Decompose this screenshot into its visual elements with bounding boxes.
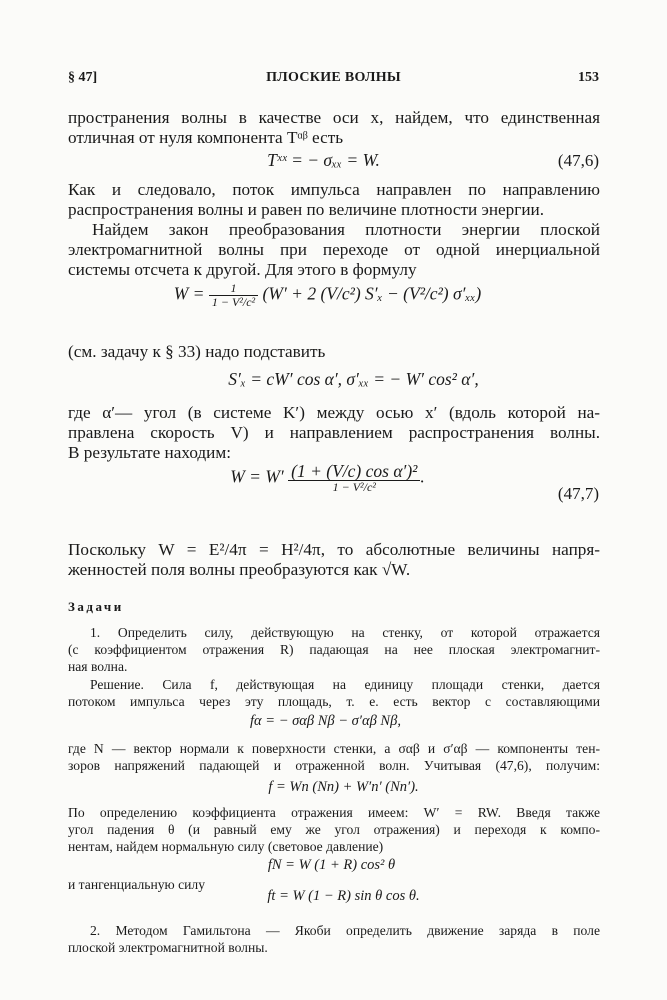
eq-lhs: W = bbox=[173, 283, 205, 304]
text-line: где α′— угол (в системе K′) между осью x′ (вдоль которой на- bbox=[68, 403, 600, 422]
equation-tangential-force: ft = W (1 − R) sin θ cos θ. bbox=[267, 888, 420, 904]
problem-line: плоской электромагнитной волны. bbox=[68, 940, 268, 955]
fraction-numerator: 1 bbox=[209, 282, 258, 296]
equation-47-6: Tˣˣ = − σₓₓ = W. bbox=[267, 150, 380, 170]
solution-line: нентам, найдем нормальную силу (световое давление) bbox=[68, 839, 384, 854]
solution-line: и тангенциальную силу bbox=[68, 877, 205, 892]
text-line: системы отсчета к другой. Для этого в формулу bbox=[68, 260, 417, 279]
text-line: Найдем закон преобразования плотности энергии плоской bbox=[92, 220, 600, 239]
equation-transform bbox=[0, 282, 661, 309]
equation-number: (47,7) bbox=[557, 484, 599, 503]
solution-line: зоров напряжений падающей и отраженной волн. Учитывая (47,6), получим: bbox=[68, 758, 600, 773]
problem-line: 2. Методом Гамильтона — Якоби определить движение заряда в поле bbox=[90, 923, 600, 938]
fraction bbox=[209, 282, 258, 309]
fraction-denominator: 1 − V²/c² bbox=[332, 480, 376, 495]
text-line: Поскольку W = E²/4π = H²/4π, то абсолютные величины напря- bbox=[68, 540, 600, 559]
text-line: (см. задачу к § 33) надо подставить bbox=[68, 342, 326, 361]
text-line: правлена скорость V) и направлением распространения волны. bbox=[68, 423, 600, 442]
fraction bbox=[288, 462, 420, 495]
text-line: женностей поля волны преобразуются как √W. bbox=[68, 560, 411, 579]
problem-line: 1. Определить силу, действующую на стенку, от которой отражается bbox=[90, 625, 600, 640]
text-line: пространения волны в качестве оси x, найдем, что единственная bbox=[68, 108, 600, 127]
solution-line: По определению коэффициента отражения имеем: W′ = RW. Введя также bbox=[68, 805, 600, 820]
eq-lhs: W = W′ bbox=[230, 466, 284, 487]
equation-force-component: fα = − σαβ Nβ − σ′αβ Nβ, bbox=[250, 713, 401, 729]
text-line: электромагнитной волны при переходе от одной инерциальной bbox=[68, 240, 600, 259]
fraction-denominator: 1 − V²/c² bbox=[211, 294, 256, 309]
text-line: распространения волны и равен по величине плотности энергии. bbox=[68, 200, 545, 219]
problem-line: (с коэффициентом отражения R) падающая на нее плоская электромагнит- bbox=[68, 642, 600, 657]
solution-line: Решение. Сила f, действующая на единицу площади стенки, дается bbox=[90, 677, 600, 692]
equation-number: (47,6) bbox=[557, 151, 599, 170]
fraction-numerator: (1 + (V/c) cos α′)² bbox=[288, 462, 420, 481]
eq-end: . bbox=[420, 466, 425, 487]
solution-line: где N — вектор нормали к поверхности стенки, а σαβ и σ′αβ — компоненты тен- bbox=[68, 741, 600, 756]
text-line: В результате находим: bbox=[68, 443, 232, 462]
problem-line: ная волна. bbox=[68, 659, 128, 674]
equation-substitution: S′ₓ = cW′ cos α′, σ′ₓₓ = − W′ cos² α′, bbox=[228, 369, 479, 389]
solution-line: угол падения θ (и равный ему же угол отражения) и переходя к компо- bbox=[68, 822, 600, 837]
equation-normal-force: fN = W (1 + R) cos² θ bbox=[267, 857, 396, 873]
equation-force: f = Wn (Nn) + W′n′ (Nn′). bbox=[268, 779, 419, 795]
page-number: 153 bbox=[578, 70, 599, 85]
text-line: отличная от нуля компонента Tᵅᵝ есть bbox=[68, 128, 344, 147]
problems-heading: Задачи bbox=[68, 599, 124, 614]
running-title: ПЛОСКИЕ ВОЛНЫ bbox=[266, 70, 401, 85]
section-marker: § 47] bbox=[68, 70, 98, 85]
eq-rhs: (W′ + 2 (V/c²) S′ₓ − (V²/c²) σ′ₓₓ) bbox=[262, 283, 482, 304]
solution-line: потоком импульса через эту площадь, т. е. есть вектор с составляющими bbox=[68, 694, 600, 709]
text-line: Как и следовало, поток импульса направлен по направлению bbox=[68, 180, 600, 199]
